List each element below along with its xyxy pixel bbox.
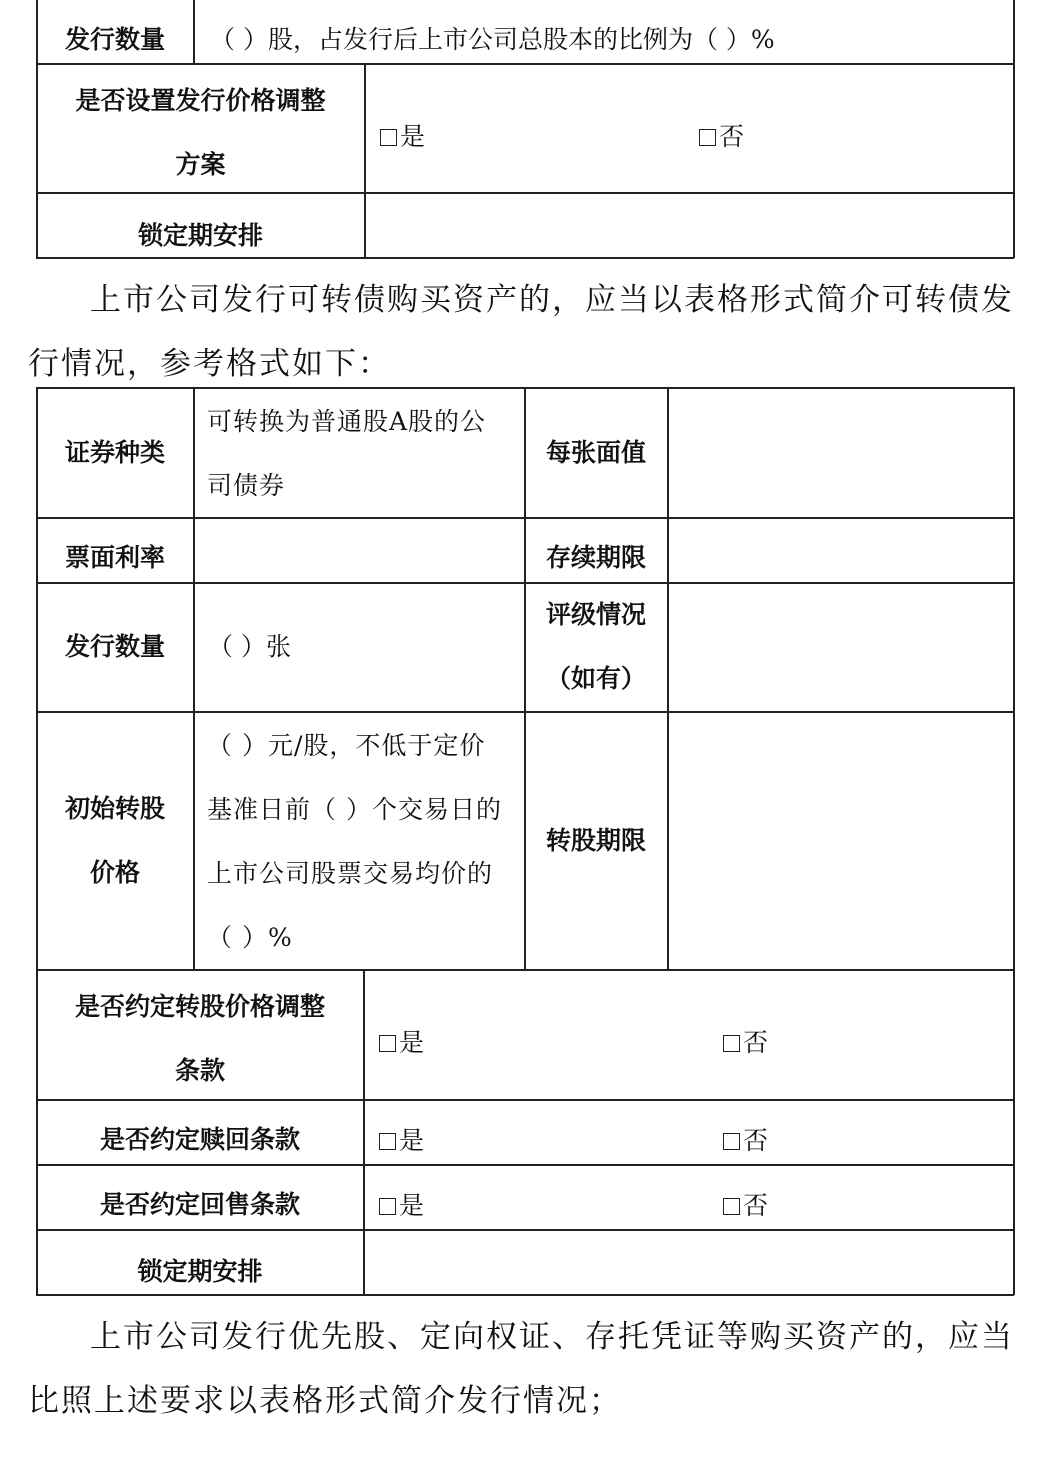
redemption-label: 是否约定赎回条款 xyxy=(99,1125,300,1154)
price-adjust-clause-label: 是否约定转股价格调整 条款 xyxy=(74,992,325,1085)
rating-label: 评级情况 （如有） xyxy=(545,600,646,693)
option-yes-label: 是 xyxy=(399,1191,425,1220)
lockup-label: 锁定期安排 xyxy=(137,1257,263,1286)
duration-label: 存续期限 xyxy=(545,543,646,572)
price-adjust-yes[interactable] xyxy=(379,1028,424,1058)
option-no[interactable] xyxy=(699,122,744,152)
paragraph-convertible-bonds: 上市公司发行可转债购买资产的，应当以表格形式简介可转债发行情况，参考格式如下： xyxy=(28,282,1014,382)
issue-quantity-label: 发行数量 xyxy=(64,632,165,661)
initial-price-value: （ ）元/股，不低于定价 基准日前（ ）个交易日的 上市公司股票交易均价的 （ ）% xyxy=(207,731,502,952)
checkbox-icon[interactable] xyxy=(699,129,716,146)
option-yes-label: 是 xyxy=(400,122,426,151)
checkbox-icon[interactable] xyxy=(723,1133,740,1150)
putback-label: 是否约定回售条款 xyxy=(99,1190,300,1219)
coupon-rate-label: 票面利率 xyxy=(64,543,165,572)
putback-no[interactable] xyxy=(723,1191,768,1221)
option-yes-label: 是 xyxy=(399,1028,425,1057)
security-type-value: 可转换为普通股A股的公 司债券 xyxy=(207,407,487,500)
price-adjust-no[interactable] xyxy=(723,1028,768,1058)
option-no-label: 否 xyxy=(743,1191,769,1220)
security-type-label: 证券种类 xyxy=(64,437,165,467)
issue-quantity-value: （ ）张 xyxy=(208,632,291,661)
checkbox-icon[interactable] xyxy=(379,1198,396,1215)
price-adjust-label: 是否设置发行价格调整 方案 xyxy=(75,86,326,179)
option-yes-label: 是 xyxy=(399,1126,425,1155)
checkbox-icon[interactable] xyxy=(380,129,397,146)
putback-yes[interactable] xyxy=(379,1191,424,1221)
option-no-label: 否 xyxy=(743,1028,769,1057)
option-no-label: 否 xyxy=(743,1126,769,1155)
lockup-label: 锁定期安排 xyxy=(137,221,263,250)
initial-price-label: 初始转股 价格 xyxy=(64,793,165,887)
issue-quantity-value: （ ）股，占发行后上市公司总股本的比例为（ ）% xyxy=(210,25,775,54)
redemption-yes[interactable] xyxy=(379,1126,424,1156)
checkbox-icon[interactable] xyxy=(379,1133,396,1150)
checkbox-icon[interactable] xyxy=(723,1198,740,1215)
paragraph-other-securities: 上市公司发行优先股、定向权证、存托凭证等购买资产的，应当比照上述要求以表格形式简介发行情况； xyxy=(28,1319,1014,1419)
redemption-no[interactable] xyxy=(723,1126,768,1156)
option-yes[interactable] xyxy=(380,122,425,152)
option-no-label: 否 xyxy=(719,122,745,151)
issue-quantity-label: 发行数量 xyxy=(64,25,165,54)
checkbox-icon[interactable] xyxy=(723,1035,740,1052)
checkbox-icon[interactable] xyxy=(379,1035,396,1052)
conversion-period-label: 转股期限 xyxy=(545,825,646,855)
face-value-label: 每张面值 xyxy=(545,437,646,467)
